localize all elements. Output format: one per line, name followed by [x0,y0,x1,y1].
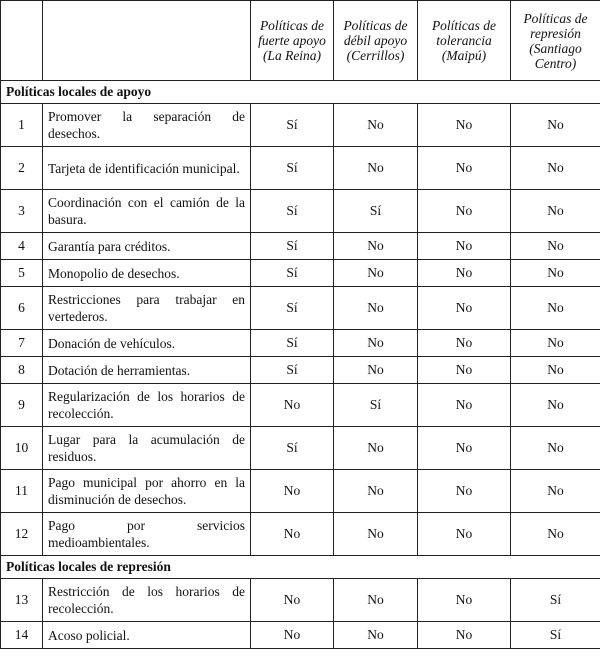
row-description: Regularización de los horarios de recolección. [43,384,251,427]
value-cerrillos: No [334,513,418,556]
row-description: Tarjeta de identificación municipal. [43,147,251,190]
value-santiago-centro: Sí [511,622,600,649]
header-row [1,1,600,81]
row-number: 14 [1,622,43,649]
row-number: 6 [1,287,43,330]
value-maipu: No [418,579,511,622]
table-row [1,579,600,622]
value-cerrillos: No [334,330,418,357]
row-description: Pago por servicios medioambientales. [43,513,251,556]
header-cerrillos: Políticas de débil apoyo (Cerrillos) [334,1,418,81]
row-description: Coordinación con el camión de la basura. [43,190,251,233]
value-maipu: No [418,384,511,427]
value-la-reina: Sí [251,287,334,330]
value-santiago-centro: No [511,513,600,556]
header-santiago-centro: Políticas de represión (Santiago Centro) [511,1,600,81]
row-number: 5 [1,260,43,287]
row-description: Garantía para créditos. [43,233,251,260]
value-cerrillos: No [334,287,418,330]
value-maipu: No [418,357,511,384]
table-row [1,287,600,330]
row-number: 10 [1,427,43,470]
row-description: Lugar para la acumulación de residuos. [43,427,251,470]
value-la-reina: No [251,384,334,427]
row-description: Monopolio de desechos. [43,260,251,287]
row-number: 1 [1,104,43,147]
row-number: 12 [1,513,43,556]
value-la-reina: No [251,579,334,622]
table-row [1,147,600,190]
table-row [1,330,600,357]
value-cerrillos: No [334,233,418,260]
table-row [1,427,600,470]
section-title: Políticas locales de represión [1,556,600,579]
value-maipu: No [418,622,511,649]
value-la-reina: Sí [251,427,334,470]
value-la-reina: Sí [251,147,334,190]
table-row [1,233,600,260]
value-cerrillos: No [334,427,418,470]
header-num [1,1,43,81]
value-santiago-centro: No [511,330,600,357]
value-cerrillos: No [334,260,418,287]
value-santiago-centro: No [511,233,600,260]
value-cerrillos: No [334,357,418,384]
value-santiago-centro: No [511,427,600,470]
row-description: Donación de vehículos. [43,330,251,357]
value-cerrillos: No [334,579,418,622]
section-title: Políticas locales de apoyo [1,81,600,104]
value-la-reina: No [251,470,334,513]
value-cerrillos: No [334,470,418,513]
value-cerrillos: Sí [334,384,418,427]
value-santiago-centro: Sí [511,579,600,622]
value-maipu: No [418,233,511,260]
value-maipu: No [418,190,511,233]
row-number: 2 [1,147,43,190]
row-description: Restricción de los horarios de recolección. [43,579,251,622]
value-cerrillos: No [334,622,418,649]
table-row [1,513,600,556]
row-number: 7 [1,330,43,357]
value-maipu: No [418,427,511,470]
value-cerrillos: Sí [334,190,418,233]
value-maipu: No [418,330,511,357]
row-number: 3 [1,190,43,233]
table-row [1,260,600,287]
value-maipu: No [418,104,511,147]
row-description: Pago municipal por ahorro en la disminución de desechos. [43,470,251,513]
table-row [1,384,600,427]
value-santiago-centro: No [511,260,600,287]
header-maipu: Políticas de tolerancia (Maipú) [418,1,511,81]
row-description: Acoso policial. [43,622,251,649]
section-row [1,556,600,579]
value-la-reina: Sí [251,260,334,287]
header-la-reina: Políticas de fuerte apoyo (La Reina) [251,1,334,81]
value-cerrillos: No [334,104,418,147]
header-desc [43,1,251,81]
value-cerrillos: No [334,147,418,190]
value-maipu: No [418,260,511,287]
value-maipu: No [418,287,511,330]
value-la-reina: Sí [251,104,334,147]
row-number: 9 [1,384,43,427]
value-santiago-centro: No [511,384,600,427]
value-santiago-centro: No [511,287,600,330]
value-la-reina: Sí [251,190,334,233]
row-description: Restricciones para trabajar en vertederos. [43,287,251,330]
row-number: 4 [1,233,43,260]
value-santiago-centro: No [511,190,600,233]
value-santiago-centro: No [511,147,600,190]
value-la-reina: No [251,622,334,649]
value-maipu: No [418,470,511,513]
table-row [1,104,600,147]
value-la-reina: No [251,513,334,556]
row-number: 11 [1,470,43,513]
value-santiago-centro: No [511,357,600,384]
row-description: Promover la separación de desechos. [43,104,251,147]
value-maipu: No [418,147,511,190]
row-number: 8 [1,357,43,384]
section-row [1,81,600,104]
row-description: Dotación de herramientas. [43,357,251,384]
table-row [1,470,600,513]
table-row [1,190,600,233]
table-row [1,357,600,384]
value-la-reina: Sí [251,330,334,357]
value-santiago-centro: No [511,104,600,147]
table-row [1,622,600,649]
row-number: 13 [1,579,43,622]
value-la-reina: Sí [251,233,334,260]
value-santiago-centro: No [511,470,600,513]
value-maipu: No [418,513,511,556]
value-la-reina: Sí [251,357,334,384]
